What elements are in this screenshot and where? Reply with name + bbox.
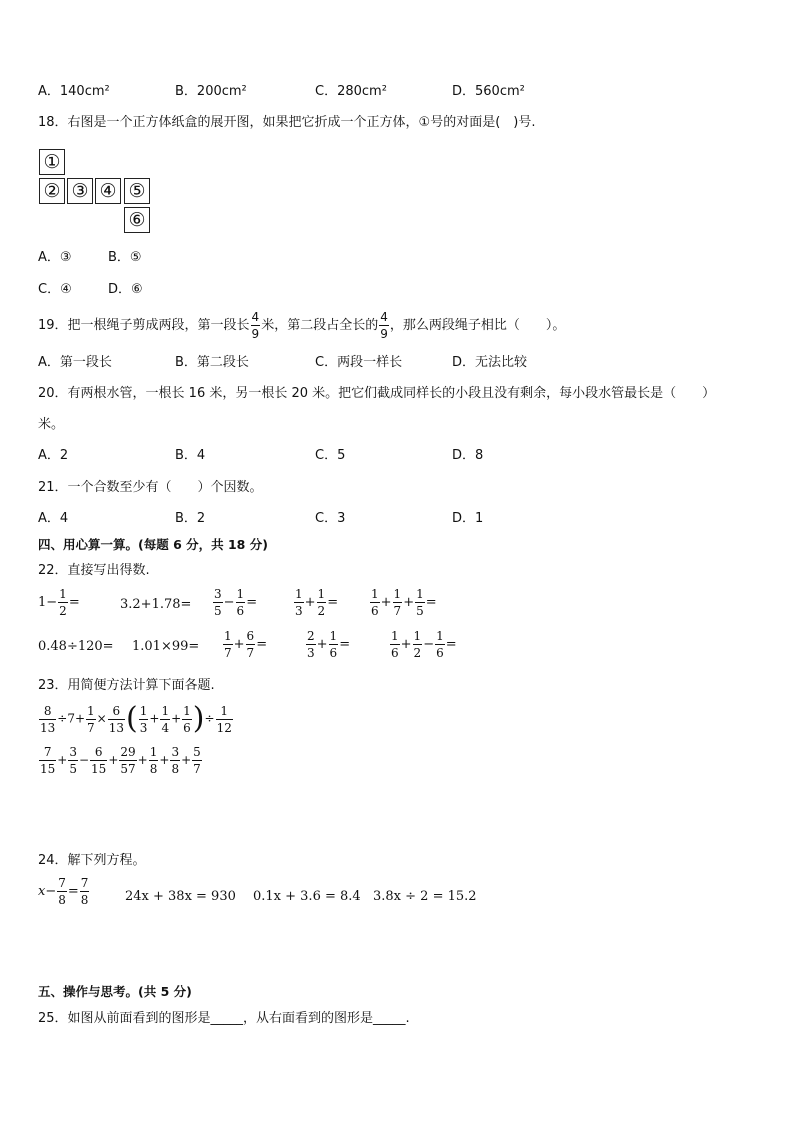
q20-stem-line2: 米。: [38, 417, 65, 432]
q23-expr-2: $\frac{7}{15}$ + $\frac{3}{5}$ − $\frac{6}{15}$ + $\frac{29}{57}$ + $\frac{1}{8}$ + $\frac{3}{8}$ + $\frac{5}{7}$: [40, 745, 201, 776]
q21-option-a: A．4: [38, 511, 69, 526]
fraction: $\frac{1}{3}$: [295, 587, 303, 618]
fraction: $\frac{1}{7}$: [87, 703, 95, 735]
q23-expr-1: $\frac{8}{13}$ ÷7+ $\frac{1}{7}$ × $\frac{6}{13}$ ( $\frac{1}{3}$ + $\frac{1}{4}$ + $\frac{1}{6}$ )÷ $\frac{1}{12}$: [40, 701, 232, 736]
q19-option-b: B．第二段长: [175, 355, 249, 370]
cube-cell-6: ⑥: [124, 207, 150, 233]
fraction: $\frac{1}{7}$: [393, 587, 402, 618]
q21-stem: 21．一个合数至少有（ ）个因数。: [38, 480, 263, 495]
q17-option-b: B．200cm²: [175, 84, 247, 99]
q20-option-b: B．4: [175, 448, 206, 463]
q24-eq-3: 0.1x + 3.6 = 8.4: [253, 889, 361, 904]
cube-cell-5: ⑤: [124, 178, 150, 204]
fraction: $\frac{5}{7}$: [193, 745, 201, 776]
fraction: $\frac{3}{8}$: [171, 745, 180, 776]
q22-expr-4: $\frac{1}{3}$ + $\frac{1}{2}$ =: [295, 587, 339, 618]
section-4-heading: 四、用心算一算。(每题 6 分，共 18 分): [38, 537, 268, 552]
q24-eq-2: 24x + 38x = 930: [125, 889, 236, 904]
cube-cell-1: ①: [39, 149, 65, 175]
fraction: $\frac{7}{15}$: [40, 745, 56, 776]
q17-option-a: A．140cm²: [38, 84, 110, 99]
fraction: $\frac{6}{7}$: [246, 629, 255, 660]
fraction: $\frac{4}{9}$: [251, 310, 260, 341]
q18-option-d: D．⑥: [108, 282, 143, 297]
q22-expr-9: $\frac{2}{3}$ + $\frac{1}{6}$ =: [307, 629, 351, 660]
q22-expr-3: $\frac{3}{5}$ − $\frac{1}{6}$ =: [214, 587, 258, 618]
q21-option-d: D．1: [452, 511, 484, 526]
q19-option-d: D．无法比较: [452, 355, 528, 370]
fraction: $\frac{1}{4}$: [161, 703, 170, 735]
q22-expr-2: 3.2+1.78=: [120, 597, 192, 612]
fraction: $\frac{1}{8}$: [149, 745, 158, 776]
q18-stem: 18．右图是一个正方体纸盒的展开图，如果把它折成一个正方体，①号的对面是( )号.: [38, 115, 536, 130]
q19-stem: 19．把一根绳子剪成两段，第一段长 $\frac{4}{9}$ 米，第二段占全长的 $\frac{4}{9}$ ，那么两段绳子相比（ ）。: [38, 310, 566, 341]
q18-option-a: A．③: [38, 250, 72, 265]
fraction: $\frac{7}{8}$: [58, 876, 66, 907]
q17-option-d: D．560cm²: [452, 84, 525, 99]
cube-cell-4: ④: [95, 178, 121, 204]
cube-cell-2: ②: [39, 178, 65, 204]
fraction: $\frac{1}{6}$: [436, 629, 444, 660]
fraction: $\frac{1}{2}$: [59, 587, 67, 618]
q20-option-a: A．2: [38, 448, 69, 463]
q22-stem: 22．直接写出得数.: [38, 563, 150, 578]
fraction: $\frac{1}{2}$: [317, 587, 326, 618]
fraction: $\frac{3}{5}$: [69, 745, 77, 776]
section-5-heading: 五、操作与思考。(共 5 分): [38, 984, 192, 999]
fraction: $\frac{1}{6}$: [371, 587, 379, 618]
fraction: $\frac{1}{5}$: [416, 587, 424, 618]
q20-option-d: D．8: [452, 448, 484, 463]
fraction: $\frac{2}{3}$: [307, 629, 315, 660]
fraction: $\frac{8}{13}$: [40, 703, 56, 735]
fraction: $\frac{29}{57}$: [120, 745, 136, 776]
q22-expr-1: 1− $\frac{1}{2}$ =: [38, 587, 80, 618]
q21-option-b: B．2: [175, 511, 206, 526]
fraction: $\frac{4}{9}$: [380, 310, 388, 341]
q24-eq-1: x− $\frac{7}{8}$ = $\frac{7}{8}$: [38, 876, 89, 907]
fraction: $\frac{1}{7}$: [224, 629, 232, 660]
q24-eq-4: 3.8x ÷ 2 = 15.2: [373, 889, 477, 904]
fraction: $\frac{6}{15}$: [91, 745, 107, 776]
fraction: $\frac{7}{8}$: [80, 876, 89, 907]
q22-expr-10: $\frac{1}{6}$ + $\frac{1}{2}$ − $\frac{1}{6}$ =: [391, 629, 457, 660]
q17-option-c: C．280cm²: [315, 84, 387, 99]
q18-option-c: C．④: [38, 282, 72, 297]
q20-option-c: C．5: [315, 448, 346, 463]
q23-stem: 23．用简便方法计算下面各题.: [38, 678, 215, 693]
fraction: $\frac{1}{6}$: [236, 587, 245, 618]
cube-cell-3: ③: [67, 178, 93, 204]
q19-option-c: C．两段一样长: [315, 355, 403, 370]
q22-expr-7: 1.01×99=: [132, 639, 200, 654]
fraction: $\frac{3}{5}$: [214, 587, 222, 618]
fraction: $\frac{1}{6}$: [391, 629, 399, 660]
q22-expr-6: 0.48÷120=: [38, 639, 114, 654]
q22-expr-5: $\frac{1}{6}$ + $\frac{1}{7}$ + $\frac{1}{5}$ =: [371, 587, 437, 618]
fraction: $\frac{6}{13}$: [108, 703, 125, 735]
q22-expr-8: $\frac{1}{7}$ + $\frac{6}{7}$ =: [224, 629, 268, 660]
fraction: $\frac{1}{6}$: [329, 629, 338, 660]
fraction: $\frac{1}{2}$: [413, 629, 422, 660]
fraction: $\frac{1}{3}$: [139, 703, 148, 735]
q24-stem: 24．解下列方程。: [38, 853, 146, 868]
q20-stem-line1: 20．有两根水管，一根长 16 米，另一根长 20 米。把它们截成同样长的小段且没有剩余，每小段水管最长是（ ）: [38, 386, 716, 401]
q18-option-b: B．⑤: [108, 250, 142, 265]
fraction: $\frac{1}{12}$: [216, 703, 232, 735]
q21-option-c: C．3: [315, 511, 346, 526]
q19-option-a: A．第一段长: [38, 355, 112, 370]
fraction: $\frac{1}{6}$: [183, 703, 191, 735]
q25-stem: 25．如图从前面看到的图形是_____，从右面看到的图形是_____.: [38, 1011, 410, 1026]
